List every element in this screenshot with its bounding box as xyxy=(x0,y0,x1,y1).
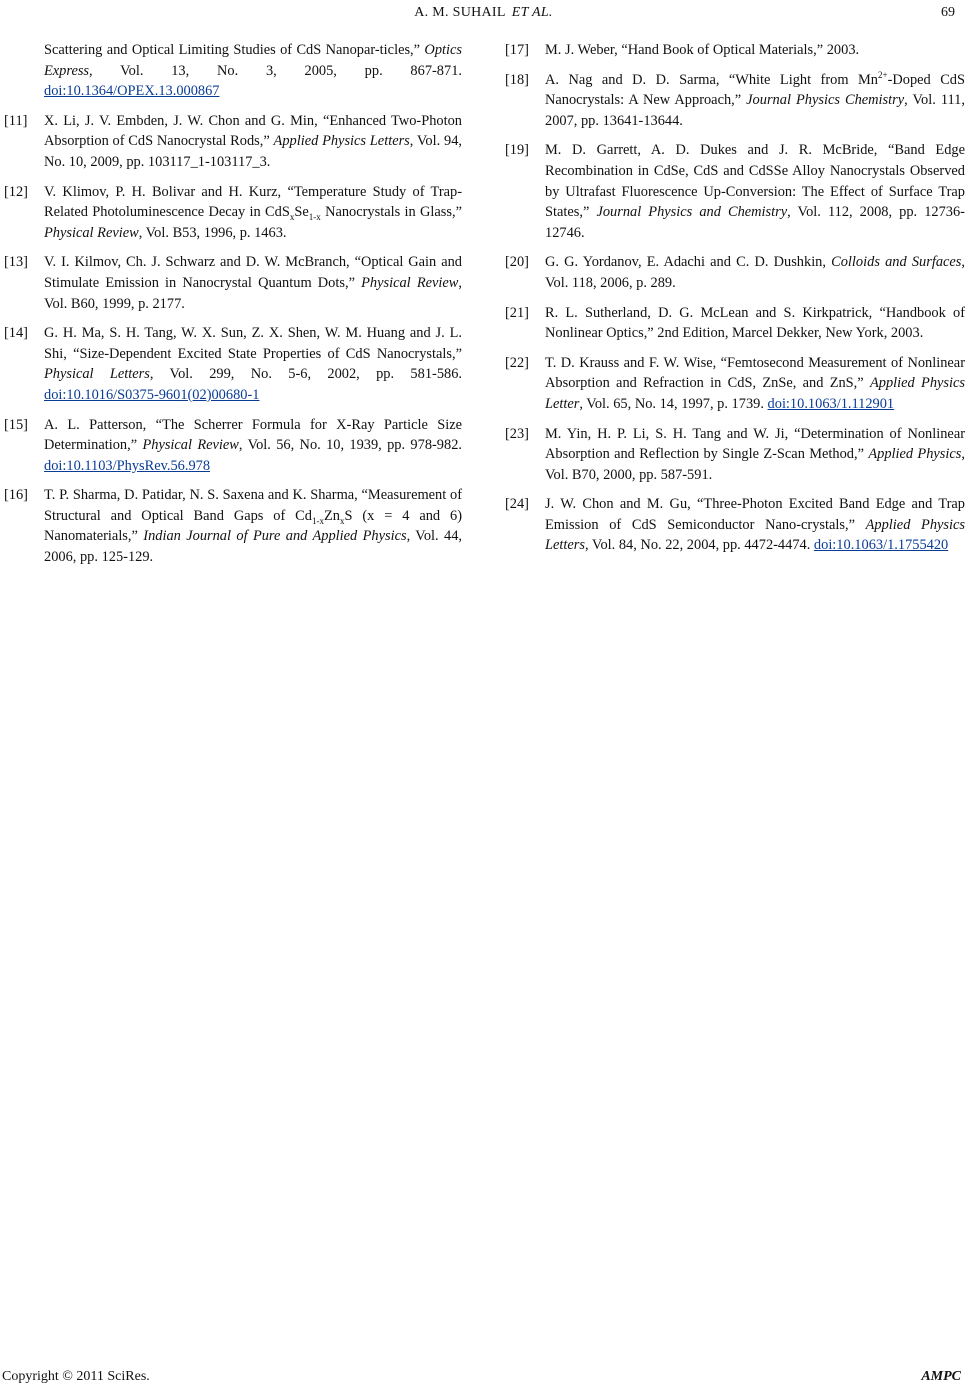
references-right-column xyxy=(505,40,965,565)
reference-18: [18] A. Nag and D. D. Sarma, “White Light from $Mn^{2+}$-Doped CdS Nanocrystals: A New Approach,” Journal Physics Chemistry, Vol. 111, 2007, pp. 13641-13644. xyxy=(505,69,966,129)
page-footer xyxy=(0,1368,967,1386)
reference-19: [19] M. D. Garrett, A. D. Dukes and J. R. McBride, “Band Edge Recombination in CdSe, CdS and CdSSe Alloy Nanocrystals Observed by Ultrafast Fluorescence Up-Conversion: The Effect of Surface Trap States,” Journal Physics and Chemistry, Vol. 112, 2008, pp. 12736-12746. xyxy=(505,142,965,241)
running-head xyxy=(0,3,967,23)
doi-link[interactable]: doi:10.1103/PhysRev.56.978 xyxy=(44,457,211,474)
copyright-notice: Copyright © 2011 SciRes. xyxy=(2,1369,150,1384)
et-al: ET AL. xyxy=(511,5,553,20)
doi-link[interactable]: doi:10.1063/1.1755420 xyxy=(813,537,949,554)
reference-20: [20] G. G. Yordanov, E. Adachi and C. D. Dushkin, Colloids and Surfaces, Vol. 118, 2006, p. 289. xyxy=(505,254,965,291)
page-number: 69 xyxy=(941,5,955,20)
reference-continuation: Scattering and Optical Limiting Studies of CdS Nanopar-ticles,” Optics Express, Vol. 13, No. 3, 2005, pp. 867-871. doi:10.1364/OPEX.13.000867 xyxy=(44,42,462,100)
references-left-column xyxy=(4,40,462,577)
reference-16: [16] T. P. Sharma, D. Patidar, N. S. Saxena and K. Sharma, “Measurement of Structural and Optical Band Gaps of $Cd_{1-x}Zn_xS$ (x = 4 and 6) Nanomaterials,” Indian Journal of Pure and Applied Physics, Vol. 44, 2006, pp. 125-129. xyxy=(4,487,462,566)
reference-17: [17] M. J. Weber, “Hand Book of Optical Materials,” 2003. xyxy=(505,42,860,58)
journal-abbreviation: AMPC xyxy=(921,1369,961,1384)
reference-22: [22] T. D. Krauss and F. W. Wise, “Femtosecond Measurement of Nonlinear Absorption and Refraction in CdS, ZnSe, and ZnS,” Applied Physics Letter, Vol. 65, No. 14, 1997, p. 1739. doi:10.1063/1.112901 xyxy=(505,354,965,412)
reference-15: [15] A. L. Patterson, “The Scherrer Formula for X-Ray Particle Size Determination,” Physical Review, Vol. 56, No. 10, 1939, pp. 978-982. doi:10.1103/PhysRev.56.978 xyxy=(4,416,462,474)
doi-link[interactable]: doi:10.1364/OPEX.13.000867 xyxy=(44,83,220,100)
reference-24: [24] J. W. Chon and M. Gu, “Three-Photon Excited Band Edge and Trap Emission of CdS Semiconductor Nano-crystals,” Applied Physics Letters, Vol. 84, No. 22, 2004, pp. 4472-4474. doi:10.1063/1.1755420 xyxy=(505,496,965,554)
reference-23: [23] M. Yin, H. P. Li, S. H. Tang and W. Ji, “Determination of Nonlinear Absorption and Reflection by Single Z-Scan Method,” Applied Physics, Vol. B70, 2000, pp. 587-591. xyxy=(505,425,965,483)
reference-13: [13] V. I. Kilmov, Ch. J. Schwarz and D. W. McBranch, “Optical Gain and Stimulate Emission in Nanocrystal Quantum Dots,” Physical Review, Vol. B60, 1999, p. 2177. xyxy=(4,254,462,312)
reference-21: [21] R. L. Sutherland, D. G. McLean and S. Kirkpatrick, “Handbook of Nonlinear Optics,” 2nd Edition, Marcel Dekker, New York, 2003. xyxy=(505,304,965,342)
reference-14: [14] G. H. Ma, S. H. Tang, W. X. Sun, Z. X. Shen, W. M. Huang and J. L. Shi, “Size-Dependent Excited State Properties of CdS Nanocrystals,” Physical Letters, Vol. 299, No. 5-6, 2002, pp. 581-586. doi:10.1016/S0375-9601(02)00680-1 xyxy=(4,325,462,403)
doi-link[interactable]: doi:10.1016/S0375-9601(02)00680-1 xyxy=(44,386,260,403)
reference-12: [12] V. Klimov, P. H. Bolivar and H. Kurz, “Temperature Study of Trap-Related Photoluminescence Decay in $CdS_xSe_{1-x}$ Nanocrystals in Glass,” Physical Review, Vol. B53, 1996, p. 1463. xyxy=(4,183,462,241)
doi-link[interactable]: doi:10.1063/1.112901 xyxy=(767,395,895,412)
reference-11: [11] X. Li, J. V. Embden, J. W. Chon and G. Min, “Enhanced Two-Photon Absorption of CdS Nanocrystal Rods,” Applied Physics Letters, Vol. 94, No. 10, 2009, pp. 103117_1-103117_3. xyxy=(4,112,462,170)
running-head-authors: A. M. SUHAIL ET AL. xyxy=(414,5,553,20)
